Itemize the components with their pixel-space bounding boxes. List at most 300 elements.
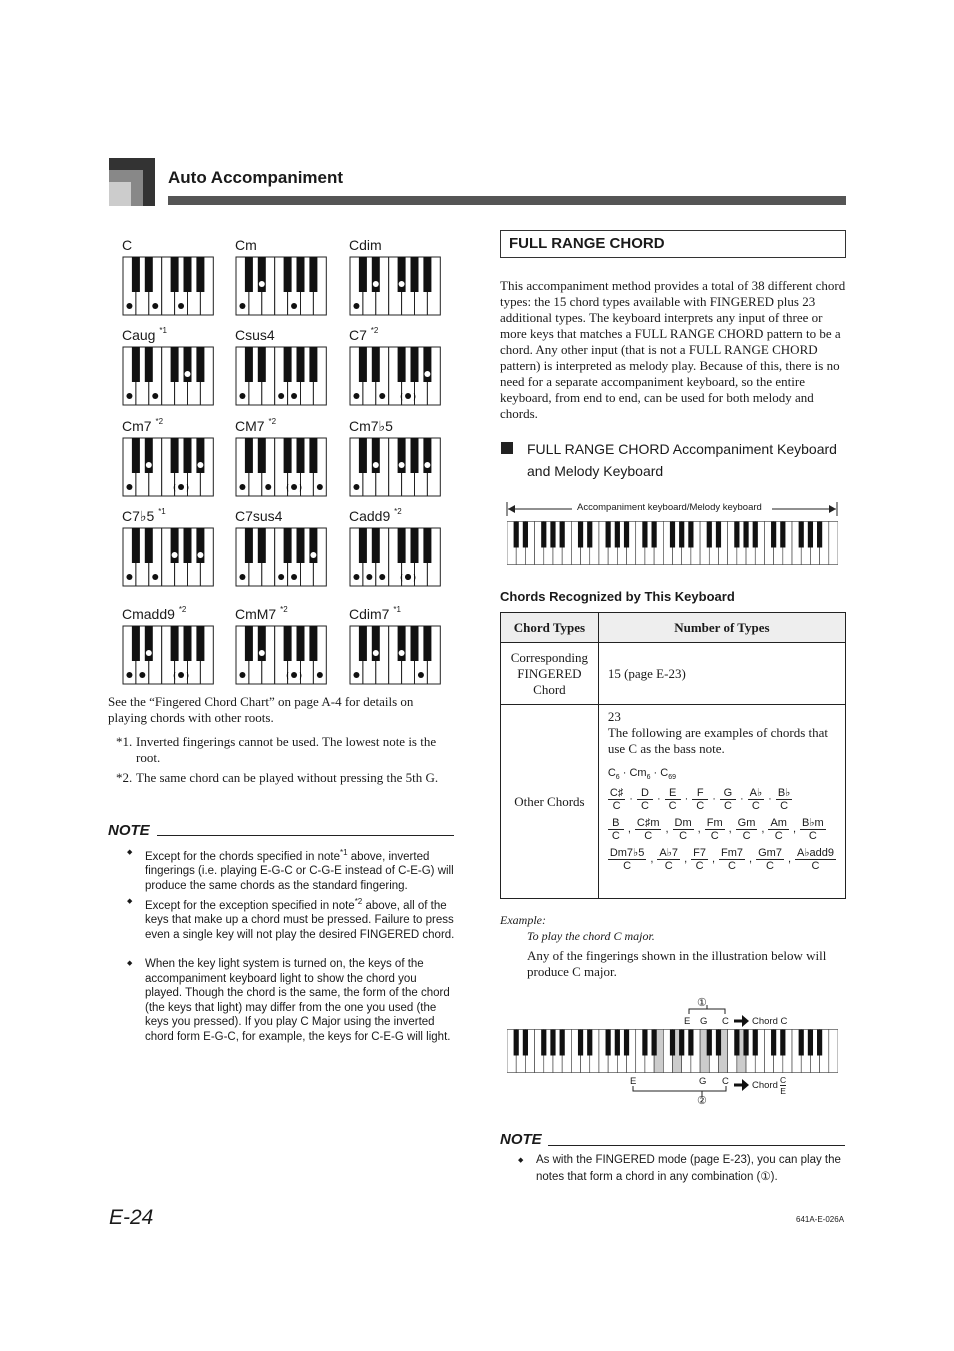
pressed-white-key-dot [353,484,359,490]
black-key [284,438,292,473]
black-key [411,626,419,661]
black-key [184,257,192,292]
chord-fraction-item [705,817,725,842]
chord-name-text: C7 [349,327,367,343]
chord-diagram-7 [122,418,214,496]
chord-note-ref: *2 [268,417,277,426]
chord-c-label: Chord C [752,1016,788,1027]
other-description: The following are examples of chords that use C as the bass note. [607,725,829,756]
fraction-numerator: F [692,787,708,800]
kb-black-key [550,522,555,548]
arrow-right-icon [734,1015,750,1027]
black-key [372,347,380,382]
chord-fraction-item [719,847,745,872]
black-key [245,528,253,563]
pressed-white-key-dot [152,574,158,580]
black-key [245,257,253,292]
mini-keyboard [235,346,327,406]
mini-keyboard [349,625,441,685]
black-key [309,347,317,382]
example-subtitle: To play the chord C major. [527,929,655,943]
keyboard-range-label: Accompaniment keyboard/Melody keyboard [577,502,762,513]
note-item-3: ◆ When the key light system is turned on, the keys of the accompaniment keyboard light to show the chord you played. Though the chord is the same, the form of the chord (the keys that light) may differ from the one you used (the keys you pressed). If you play C Major using the inverted chord form E-G-C, for example, the keys for C-E-G will light. [145,957,455,1044]
black-key [411,347,419,382]
black-key [398,528,406,563]
chord-diagram-8 [235,418,327,496]
pressed-white-key-dot [278,574,284,580]
separator-dot: , [711,853,716,866]
mini-keyboard [122,437,214,497]
fraction-denominator: C [612,800,621,813]
chord-fraction-item [720,787,736,812]
black-key [245,626,253,661]
pressed-white-key-dot [278,393,284,399]
chord-name [235,327,275,343]
black-key [359,257,367,292]
pressed-white-key-dot [353,574,359,580]
keyboard-subtitle-line-2: and Melody Keyboard [527,463,664,479]
bracket-bottom [630,1086,730,1098]
fraction-denominator: C [679,830,688,843]
fraction-numerator: Gm [737,817,756,830]
paren-right: ) [186,483,190,492]
black-key [398,347,406,382]
optional-key-dot [405,393,411,399]
fraction-denominator: C [611,830,620,843]
chord-label-2: Chord [752,1080,778,1091]
fraction-denominator: C [808,830,817,843]
chord-diagram-11 [235,508,327,586]
fraction-denominator: C [668,800,677,813]
chord-fraction-item [637,787,653,812]
chord-fraction-item [673,817,694,842]
th-chord-types: Chord Types [501,613,599,643]
kb-black-key [606,522,611,548]
chord-note-ref: *2 [155,417,164,426]
top-note-e: E [684,1016,691,1027]
kb-black-key [716,1030,721,1056]
chord-name-text: C [122,237,133,253]
section-header-title: Auto Accompaniment [168,168,344,187]
paren-left: ( [173,483,177,492]
bottom-note-g: G [699,1076,707,1087]
fraction-denominator: C [728,860,736,873]
top-note-c: C [722,1016,729,1027]
chord-name-text: CmM7 [235,606,277,622]
pressed-white-key-dot [126,574,132,580]
fraction-numerator: C♯m [636,817,660,830]
pressed-black-key-dot [399,462,405,468]
black-key [359,626,367,661]
pressed-black-key-dot [399,281,405,287]
paren-left: ( [286,483,290,492]
mini-keyboard [235,437,327,497]
black-key [297,257,305,292]
pressed-white-key-dot [418,672,424,678]
chord-fraction-item [768,817,789,842]
black-key [145,528,153,563]
kb-black-key [652,1030,657,1056]
kb-black-key [707,522,712,548]
kb-black-key [679,522,684,548]
pressed-white-key-dot [291,574,297,580]
pressed-white-key-dot [317,484,323,490]
footnote-2 [116,770,454,786]
chord-fraction-item [692,787,708,812]
separator-dot: , [787,853,791,866]
fraction-numerator: C♯ [609,787,624,800]
kb-black-key [780,522,785,548]
pressed-white-key-dot [291,303,297,309]
chord-note-ref: *2 [178,605,187,614]
header-corner-graphic [109,158,155,206]
chord-name [349,606,401,622]
pressed-white-key-dot [152,393,158,399]
optional-key-dot [178,484,184,490]
row-other-label: Other Chords [501,705,599,899]
kb-black-key [716,522,721,548]
kb-black-key [743,1030,748,1056]
kb-black-key [624,1030,629,1056]
kb-black-key [541,1030,546,1056]
chord-name-text: Cm [235,237,257,253]
pressed-white-key-dot [353,672,359,678]
page-number: E-24 [109,1206,154,1229]
separator-dot: · [739,793,744,806]
kb-black-key [817,1030,822,1056]
black-key [359,528,367,563]
kb-black-key [560,1030,565,1056]
black-key [245,438,253,473]
mini-keyboard [122,256,214,316]
fraction-numerator: Dm7♭5 [609,847,645,860]
pressed-white-key-dot [239,672,245,678]
chord-name [349,327,378,343]
black-key [297,528,305,563]
kb-black-key [679,1030,684,1056]
pressed-white-key-dot [353,303,359,309]
black-key [171,438,179,473]
pressed-white-key-dot [239,484,245,490]
chord-diagram-9 [349,418,441,496]
kb-black-key [523,1030,528,1056]
note-heading-right: NOTE [500,1131,542,1148]
note-item-2-text-b: above, all of the keys that make up a chord must be pressed. Failure to press even a single key will not play the desired FINGERED chord. [145,899,455,941]
pressed-black-key-dot [197,462,203,468]
separator-dot: , [684,853,688,866]
paren-left: ( [173,671,177,680]
kb-black-key [550,1030,555,1056]
mini-keyboard [122,346,214,406]
kb-black-key [753,1030,758,1056]
fraction-bottom: E [780,1086,786,1096]
fraction-denominator: C [774,830,783,843]
pressed-black-key-dot [172,552,178,558]
kb-black-key [523,522,528,548]
footnote-1-text: Inverted fingerings cannot be used. The lowest note is the root. [136,734,437,765]
paren-right: ) [413,392,417,401]
chord-name-text: Cdim7 [349,606,390,622]
pressed-black-key-dot [373,650,379,656]
fraction-denominator: C [742,830,751,843]
chord-fraction-item [657,847,680,872]
fraction-denominator: C [811,860,820,873]
kb-white-key [829,1030,838,1073]
square-bullet-icon [501,442,513,454]
row-fingered-label-1: Corresponding [510,649,589,665]
note-rule-left [157,835,454,836]
mini-keyboard [235,527,327,587]
chord-name-text: Cdim [349,237,382,253]
chord-name-text: C7♭5 [122,508,155,524]
pressed-white-key-dot [126,393,132,399]
black-key [284,347,292,382]
fraction-denominator: C [751,800,760,813]
fraction-top: C [780,1075,787,1085]
pressed-black-key-dot [373,281,379,287]
chord-name [122,508,166,525]
kb-black-key [578,522,583,548]
pressed-white-key-dot [379,393,385,399]
separator-dot: , [697,823,701,836]
example-keyboard-illustration [507,1029,838,1073]
row-other-value [598,705,845,899]
footnote-1 [116,734,454,766]
pressed-black-key-dot [399,650,405,656]
kb-black-key [771,1030,776,1056]
pressed-black-key-dot [197,552,203,558]
fraction-denominator: C [695,860,704,873]
fraction-numerator: Fm [706,817,723,830]
row-fingered-label-2: FINGERED [517,665,582,681]
chord-fraction-item [736,817,758,842]
pressed-white-key-dot [239,303,245,309]
black-key [411,528,419,563]
pressed-black-key-dot [146,650,152,656]
pressed-white-key-dot [379,574,385,580]
chord-name-text: Caug [122,327,156,343]
mini-keyboard [349,346,441,406]
mini-keyboard [122,527,214,587]
kb-black-key [642,1030,647,1056]
black-key [258,528,266,563]
black-key [297,438,305,473]
chord-note-ref: *1 [158,507,166,516]
note-item-2 [145,895,455,942]
fraction-numerator: A♭add9 [797,847,834,860]
separator-dot: · [712,793,716,806]
note-heading-left: NOTE [108,822,150,839]
mini-keyboard [349,256,441,316]
black-key [171,347,179,382]
kb-black-key [734,1030,739,1056]
chord-diagram-10 [122,508,214,586]
header-rule [168,196,846,205]
pressed-white-key-dot [239,393,245,399]
pressed-white-key-dot [126,303,132,309]
example-chords-line-2 [608,817,836,842]
black-key [411,438,419,473]
chord-types-table [500,612,846,899]
pressed-white-key-dot [152,303,158,309]
kb-black-key [707,1030,712,1056]
chord-fraction-item [691,847,708,872]
fraction-denominator: C [640,800,649,813]
black-key [423,257,431,292]
footnote-1-mark: *1. [116,734,133,749]
fraction-numerator: G [720,787,736,800]
black-key [196,257,204,292]
black-key [411,257,419,292]
note-rule-right [548,1145,845,1146]
black-key [196,347,204,382]
black-key [171,257,179,292]
example-text: Any of the fingerings shown in the illustration below will produce C major. [527,948,827,979]
pressed-white-key-dot [139,672,145,678]
kb-black-key [615,522,620,548]
full-keyboard-illustration [507,521,838,565]
chord-diagram-6 [349,327,441,405]
black-key [132,347,140,382]
chord-fraction-item [635,817,662,842]
separator-dot: , [665,823,669,836]
separator-dot: , [761,823,765,836]
chord-diagram-15 [349,606,441,684]
pressed-white-key-dot [317,672,323,678]
full-range-chord-title: FULL RANGE CHORD [500,230,846,258]
chord-name [235,237,257,253]
chord-fraction-item [608,847,647,872]
kb-black-key [808,522,813,548]
footnote-2-text: The same chord can be played without pressing the 5th G. [136,770,439,785]
kb-white-key [829,522,838,565]
mini-keyboard [349,437,441,497]
chord-name [122,418,163,434]
bracket-top [685,1005,730,1015]
fraction-numerator: Dm [674,817,692,830]
pressed-black-key-dot [373,462,379,468]
black-key [132,257,140,292]
chord-fraction-item [608,787,625,812]
separator-dot: · [656,793,661,806]
row-fingered-label [501,643,599,705]
kb-black-key [587,1030,592,1056]
chord-name [122,606,186,622]
chord-fraction-item [608,817,624,842]
fraction-numerator: B♭m [802,817,824,830]
kb-black-key [734,522,739,548]
chord-name [349,418,393,435]
paren-right: ) [413,573,417,582]
fraction-denominator: C [664,860,673,873]
pressed-white-key-dot [178,303,184,309]
kb-black-key [688,1030,693,1056]
chord-diagram-1 [122,237,214,315]
example-chords-line-3 [608,847,836,872]
kb-black-key [606,1030,611,1056]
black-key [196,626,204,661]
chord-name-text: Csus4 [235,327,275,343]
chord-name [122,237,132,253]
document-code: 641A-E-026A [796,1215,845,1224]
circle-1-label: ① [697,997,707,1009]
pressed-white-key-dot [291,393,297,399]
optional-key-dot [291,672,297,678]
black-key [297,626,305,661]
black-key [423,626,431,661]
row-fingered-value: 15 (page E-23) [598,643,845,705]
chord-name-text: Cm7♭5 [349,418,393,434]
black-key [132,626,140,661]
note-item-2-ref: *2 [354,897,363,906]
chord-note-ref: *2 [394,507,402,516]
kb-black-key [541,522,546,548]
chord-name [349,237,382,253]
black-key [145,347,153,382]
chord-note-ref: *2 [280,605,288,614]
chart-reference-text: See the “Fingered Chord Chart” on page A-4 for details on playing chords with other roots. [108,694,414,725]
fraction-denominator: C [644,830,653,843]
kb-black-key [753,522,758,548]
black-key [184,626,192,661]
black-key [184,528,192,563]
note-item-1-text: Except for the chords specified in note [145,850,340,863]
black-key [171,626,179,661]
black-key [284,257,292,292]
black-key [309,438,317,473]
bottom-note-c: C [722,1076,729,1087]
black-key [309,626,317,661]
separator-dot: · [629,793,633,806]
chord-name-text: C7sus4 [235,508,283,524]
chord-diagram-5 [235,327,327,405]
row-fingered-label-3: Chord [533,681,566,697]
chord-diagram-14 [235,606,327,684]
chord-name [122,327,167,343]
note-item-1 [145,846,455,893]
fraction-numerator: E [665,787,681,800]
kb-black-key [743,522,748,548]
other-count: 23 [607,709,621,724]
black-key [258,347,266,382]
separator-dot: , [627,823,631,836]
kb-black-key [780,1030,785,1056]
pressed-white-key-dot [126,672,132,678]
kb-black-key [624,522,629,548]
black-key [145,257,153,292]
note-item-1-text-b: above, inverted fingerings (i.e. playing E-G-C or C-G-E instead of C-E-G) will produce the same chords as the standard fingering. [145,850,454,892]
fraction-numerator: B♭ [777,787,791,800]
black-key [284,528,292,563]
chord-name [235,606,288,622]
chord-fraction-item [756,847,784,872]
pressed-black-key-dot [424,371,430,377]
kb-black-key [514,522,519,548]
kb-black-key [817,522,822,548]
fraction-numerator: A♭ [749,787,763,800]
pressed-black-key-dot [310,552,316,558]
th-number-of-types: Number of Types [598,613,845,643]
chord-name-text: Cm7 [122,418,152,434]
optional-key-dot [291,484,297,490]
pressed-black-key-dot [424,462,430,468]
pressed-white-key-dot [366,574,372,580]
chord-fraction-item [800,817,826,842]
pressed-black-key-dot [259,650,265,656]
chord-fraction-item [748,787,765,812]
chord-diagram-3 [349,237,441,315]
chord-note-ref: *2 [370,326,379,335]
